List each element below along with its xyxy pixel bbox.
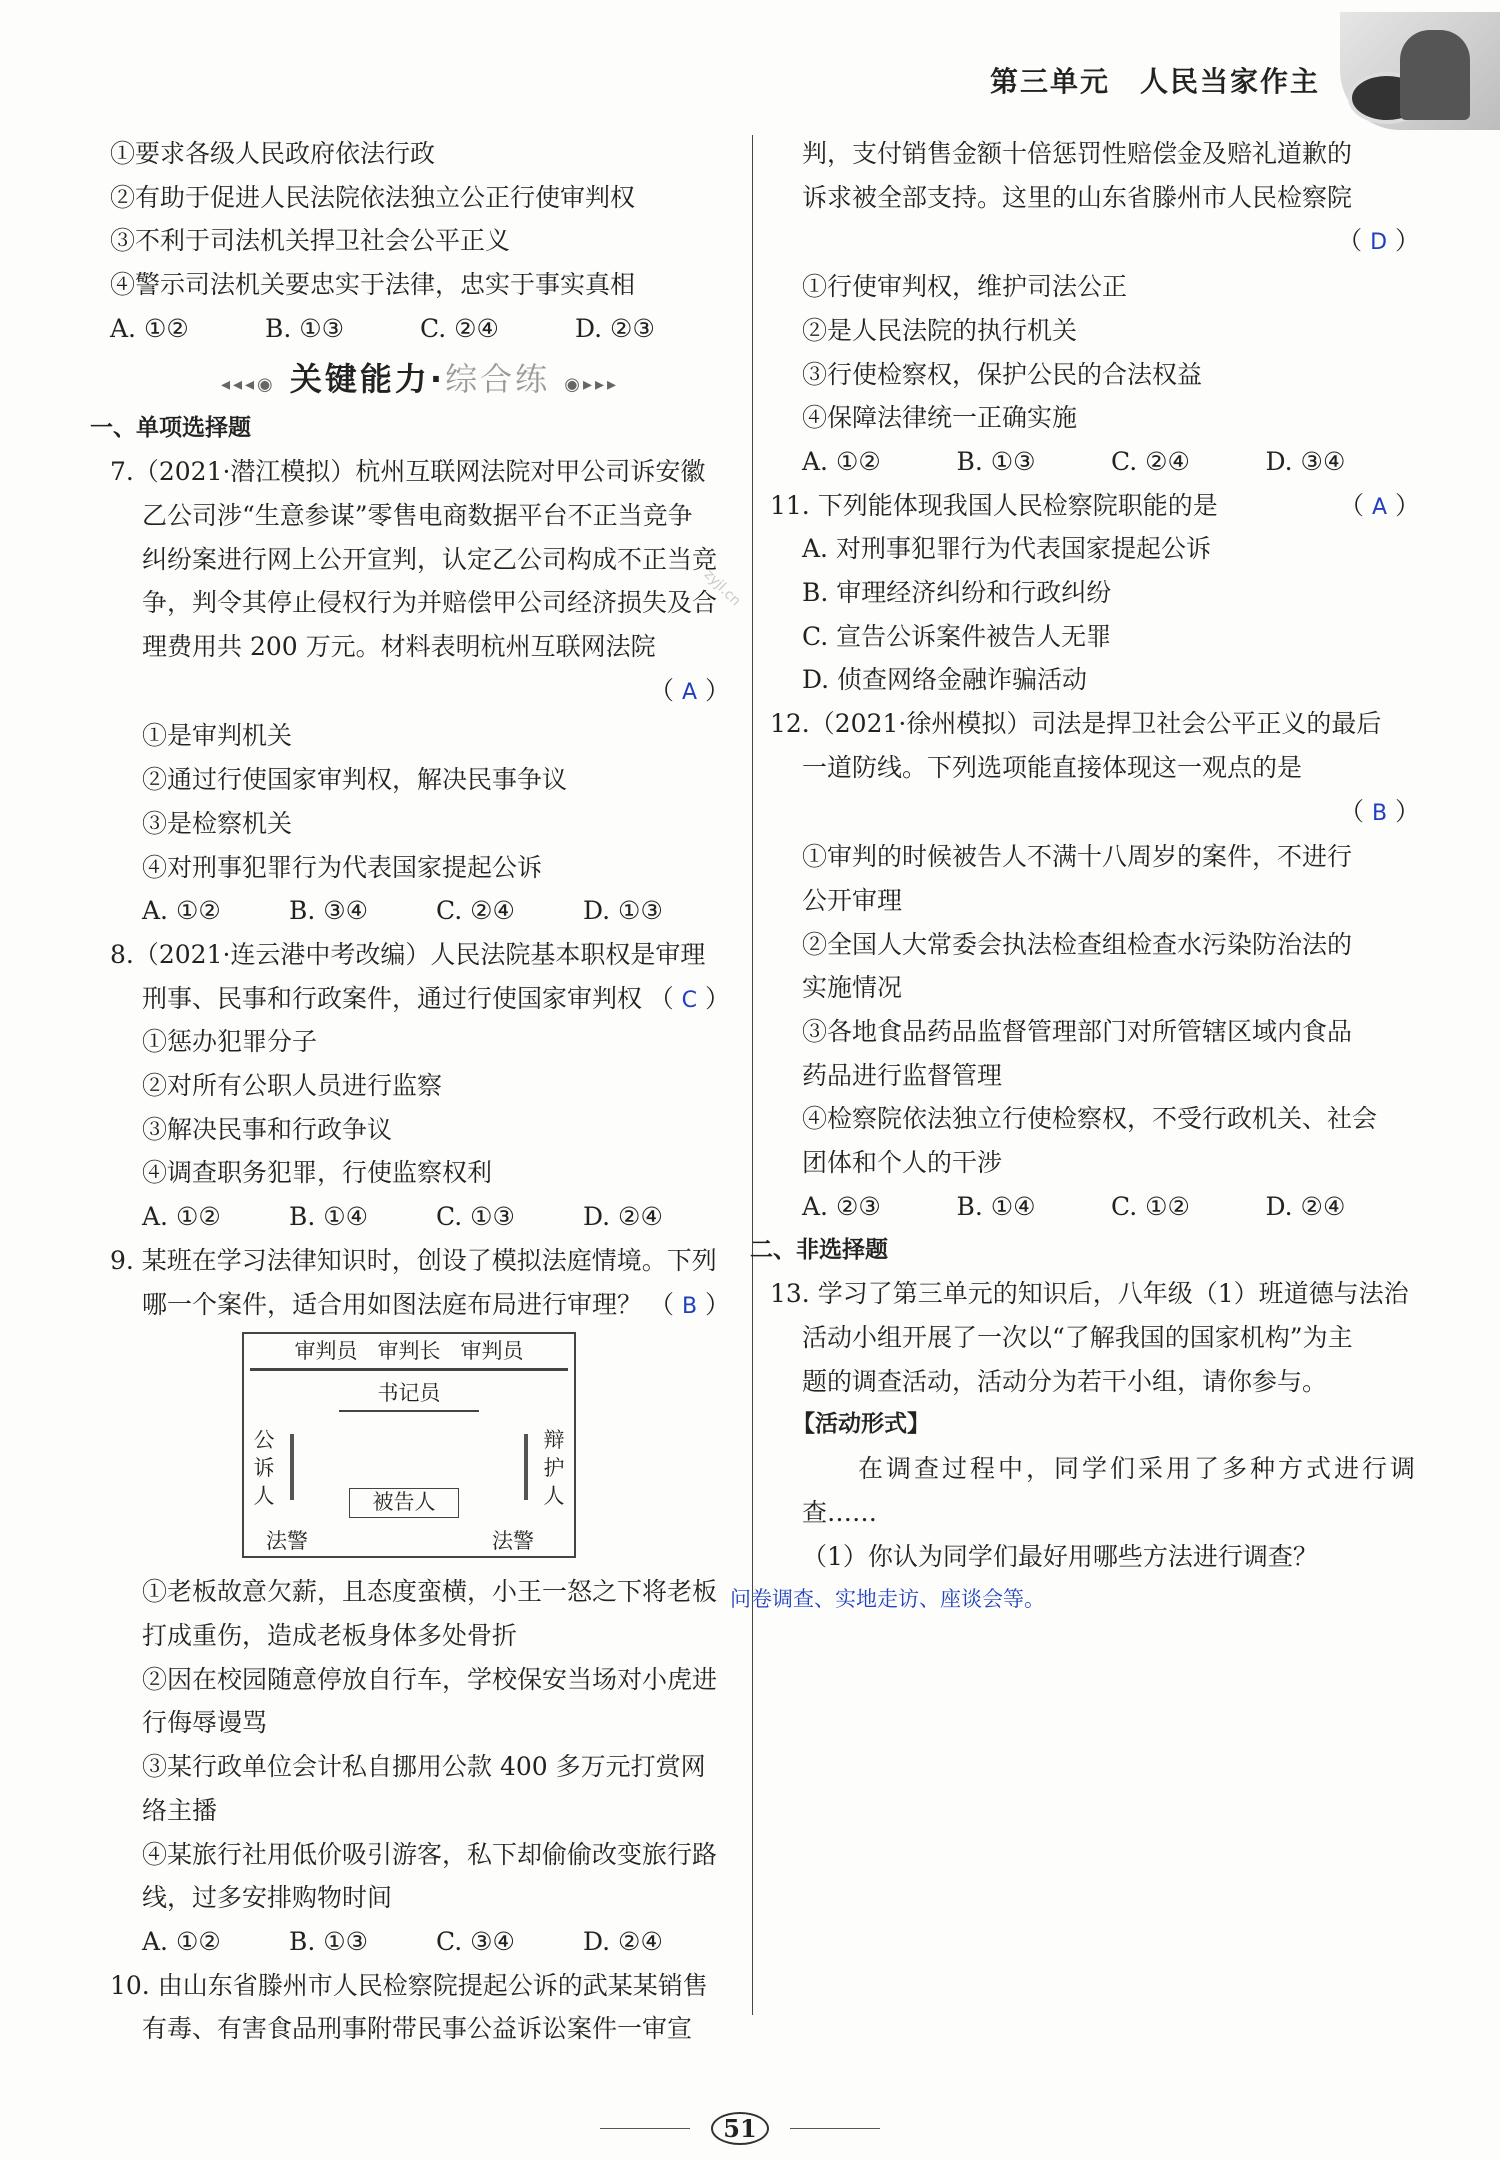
defender-label: 辩护人 <box>543 1428 565 1509</box>
clerk-desk-line <box>339 1410 479 1412</box>
option-item: ②对所有公职人员进行监察 <box>142 1071 443 1101</box>
carry-item: ②有助于促进人民法院依法独立公正行使审判权 <box>110 182 636 212</box>
question-8-text: 8.（2021·连云港中考改编）人民法院基本职权是审理 <box>110 939 706 969</box>
answer-bracket: （ B ） <box>1339 796 1420 826</box>
carry-item: ③不利于司法机关捍卫社会公平正义 <box>110 226 511 256</box>
page-number-ornament <box>600 2128 690 2130</box>
header-illustration <box>1340 12 1500 130</box>
defender-desk <box>524 1434 528 1500</box>
option-item: B. 审理经济纠纷和行政纠纷 <box>802 578 1112 608</box>
option-item: ③是检察机关 <box>142 808 293 838</box>
option-item: ①是审判机关 <box>142 721 293 751</box>
option-item: ①行使审判权，维护司法公正 <box>802 272 1128 302</box>
option-item: ③各地食品药品监督管理部门对所管辖区域内食品 <box>802 1017 1353 1047</box>
option-item: D. 侦查网络金融诈骗活动 <box>802 665 1088 695</box>
answer-q10: D <box>1370 230 1388 256</box>
answer-q8: C <box>681 987 698 1013</box>
option-item: ①审判的时候被告人不满十八周岁的案件，不进行 <box>802 842 1353 872</box>
option-item: C. 宣告公诉案件被告人无罪 <box>802 621 1112 651</box>
choice-row: A. ①② B. ③④ C. ②④ D. ①③ <box>142 896 663 926</box>
question-7-text: 7.（2021·潜江模拟）杭州互联网法院对甲公司诉安徽 <box>110 457 706 487</box>
option-item: ②通过行使国家审判权，解决民事争议 <box>142 765 568 795</box>
clerk-label: 书记员 <box>377 1381 441 1406</box>
option-item: ③某行政单位会计私自挪用公款 400 多万元打赏网 <box>142 1752 706 1782</box>
option-item: ②全国人大常委会执法检查组检查水污染防治法的 <box>802 929 1353 959</box>
question-10-text: 10. 由山东省滕州市人民检察院提起公诉的武某某销售 <box>110 1970 708 2000</box>
option-item: ④对刑事犯罪行为代表国家提起公诉 <box>142 852 543 882</box>
banner-subtitle: 综合练 <box>445 359 551 398</box>
question-13-text: 13. 学习了第三单元的知识后，八年级（1）班道德与法治 <box>770 1279 1409 1309</box>
bench-line <box>250 1368 568 1371</box>
answer-q7: A <box>681 679 698 705</box>
prosecutor-label: 公诉人 <box>253 1428 275 1509</box>
carry-item: ④警示司法机关要忠实于法律，忠实于事实真相 <box>110 270 636 300</box>
unit-title: 人民当家作主 <box>1139 65 1320 98</box>
banner-arrows-left-icon: ◂◂◂◉ <box>220 373 276 395</box>
section-heading: 一、单项选择题 <box>90 414 251 441</box>
answer-bracket: （ A ） <box>649 675 730 705</box>
answer-q11: A <box>1371 494 1388 520</box>
guard-label: 法警 <box>492 1529 534 1554</box>
option-item: ①惩办犯罪分子 <box>142 1027 318 1057</box>
option-item: ③解决民事和行政争议 <box>142 1114 393 1144</box>
option-item: ③行使检察权，保护公民的合法权益 <box>802 359 1203 389</box>
choice-row: A. ①② B. ①④ C. ①③ D. ②④ <box>142 1202 663 1232</box>
question-9-text: 9. 某班在学习法律知识时，创设了模拟法庭情境。下列 <box>110 1245 717 1275</box>
option-item: ④检察院依法独立行使检察权，不受行政机关、社会 <box>802 1104 1378 1134</box>
student-illustration-icon <box>1400 30 1470 120</box>
option-item: ④某旅行社用低价吸引游客，私下却偷偷改变旅行路 <box>142 1839 718 1869</box>
carry-options: A. ①② B. ①③ C. ②④ D. ②③ <box>110 313 655 343</box>
unit-label: 第三单元 <box>989 65 1110 98</box>
answer-bracket: （ D ） <box>1337 226 1420 256</box>
page-number-ornament <box>790 2128 880 2130</box>
defendant-box: 被告人 <box>349 1488 459 1518</box>
answer-q12: B <box>1371 800 1388 826</box>
question-11-text: 11. 下列能体现我国人民检察院职能的是 （ A ） <box>770 490 1420 520</box>
page-header <box>990 60 1320 100</box>
choice-row: A. ①② B. ①③ C. ③④ D. ②④ <box>142 1926 663 1956</box>
option-item: ①老板故意欠薪，且态度蛮横，小王一怒之下将老板 <box>142 1577 718 1607</box>
prosecutor-desk <box>290 1434 294 1500</box>
sub-question-answer: 问卷调查、实地走访、座谈会等。 <box>730 1587 1045 1612</box>
guard-label: 法警 <box>266 1529 308 1554</box>
right-column: 判，支付销售金额十倍惩罚性赔偿金及赔礼道歉的 诉求被全部支持。这里的山东省滕州市人民检察院 （ D ） ①行使审判权，维护司法公正 ②是人民法院的执行机关 ③行使检察权，保护公民的合法权益 ④保障法律统一正确实施 A. ①② B. ①③ C. ②④ D. ③④ 11. 下列能体现我国人民检察院职能的是 （ A ） A. 对刑事犯罪行为代表国家提起公诉 B. 审理经济纠纷和行政纠纷 C. 宣告公诉案件被告人无罪 D. 侦查网络金融诈骗活动 12.（2021·徐州模拟）司法是捍卫社会公平正义的最后 一道防线。下列选项能直接体现这一观点的是 （ B ） ①审判的时候被告人不满十八周岁的案件，不进行 公开审理 ②全国人大常委会执法检查组检查水污染防治法的 实施情况 ③各地食品药品监督管理部门对所管辖区域内食品 药品进行监督管理 ④检察院依法独立行使检察权，不受行政机关、社会 团体和个人的干涉 A. ②③ B. ①④ C. ①② D. ②④ 二、非选择题 13. 学习了第三单元的知识后，八年级（1）班道德与法治 活动小组开展了一次以“了解我国的国家机构”为主 题的调查活动，活动分为若干小组，请你参与。 【活动形式】 在调查过程中，同学们采用了多种方式进行调 查…… （1）你认为同学们最好用哪些方法进行调查？ 问卷调查、实地走访、座谈会等。 <box>770 132 1420 1622</box>
activity-heading: 【活动形式】 <box>792 1411 930 1438</box>
carry-item: ①要求各级人民政府依法行政 <box>110 139 436 168</box>
answer-q9: B <box>681 1293 698 1319</box>
sub-question: （1）你认为同学们最好用哪些方法进行调查？ <box>802 1541 1318 1571</box>
banner-title: 关键能力· <box>289 359 446 398</box>
option-item: ②因在校园随意停放自行车，学校保安当场对小虎进 <box>142 1664 718 1694</box>
judges-row: 审判员 审判长 审判员 <box>294 1339 524 1364</box>
section-banner <box>110 351 730 407</box>
column-divider <box>752 135 753 2015</box>
question-12-text: 12.（2021·徐州模拟）司法是捍卫社会公平正义的最后 <box>770 709 1382 739</box>
option-item: ②是人民法院的执行机关 <box>802 315 1078 345</box>
watermark: zyjl.cn <box>700 566 744 610</box>
choice-row: A. ②③ B. ①④ C. ①② D. ②④ <box>802 1191 1346 1221</box>
courtroom-diagram <box>242 1332 576 1558</box>
banner-arrows-right-icon: ◉▸▸▸ <box>564 373 620 395</box>
option-item: ④保障法律统一正确实施 <box>802 403 1078 433</box>
left-column: ①要求各级人民政府依法行政 ②有助于促进人民法院依法独立公正行使审判权 ③不利于司法机关捍卫社会公平正义 ④警示司法机关要忠实于法律，忠实于事实真相 A. ①② B. ①③ C. ②④ D. ②③ ◂◂◂◉ 关键能力·综合练 ◉▸▸▸ 一、单项选择题 7.（2021·潜江模拟）杭州互联网法院对甲公司诉安徽 乙公司涉“生意参谋”零售电商数据平台不正当竞争 纠纷案进行网上公开宣判，认定乙公司构成不正当竞 争，判令其停止侵权行为并赔偿甲公司经济损失及合 理费用共 200 万元。材料表明杭州互联网法院 （ A ） ①是审判机关 ②通过行使国家审判权，解决民事争议 ③是检察机关 ④对刑事犯罪行为代表国家提起公诉 A. ①② B. ③④ C. ②④ D. ①③ 8.（2021·连云港中考改编）人民法院基本职权是审理 刑事、民事和行政案件，通过行使国家审判权 （ C ） ①惩办犯罪分子 ②对所有公职人员进行监察 ③解决民事和行政争议 ④调查职务犯罪，行使监察权利 A. ①② B. ①④ C. ①③ D. ②④ 9. 某班在学习法律知识时，创设了模拟法庭情境。下列 哪一个案件，适合用如图法庭布局进行审理？ （ B ） 审判员 审判长 审判员 书记员 公诉人 辩护人 被告人 法警 法警 ①老板故意欠薪，且态度蛮横，小王一怒之下将老板 打成重伤，造成老板身体多处骨折 ②因在校园随意停放自行车，学校保安当场对小虎进 行侮辱谩骂 ③某行政单位会计私自挪用公款 400 多万元打赏网 络主播 ④某旅行社用低价吸引游客，私下却偷偷改变旅行路 线，过多安排购物时间 A. ①② B. ①③ C. ③④ D. ②④ 10. 由山东省滕州市人民检察院提起公诉的武某某销售 有毒、有害食品刑事附带民事公益诉讼案件一审宣 <box>110 132 730 2051</box>
page-number: 51 <box>700 2112 780 2145</box>
choice-row: A. ①② B. ①③ C. ②④ D. ③④ <box>802 446 1346 476</box>
section-heading: 二、非选择题 <box>750 1236 888 1263</box>
option-item: A. 对刑事犯罪行为代表国家提起公诉 <box>802 534 1211 564</box>
option-item: ④调查职务犯罪，行使监察权利 <box>142 1158 493 1188</box>
